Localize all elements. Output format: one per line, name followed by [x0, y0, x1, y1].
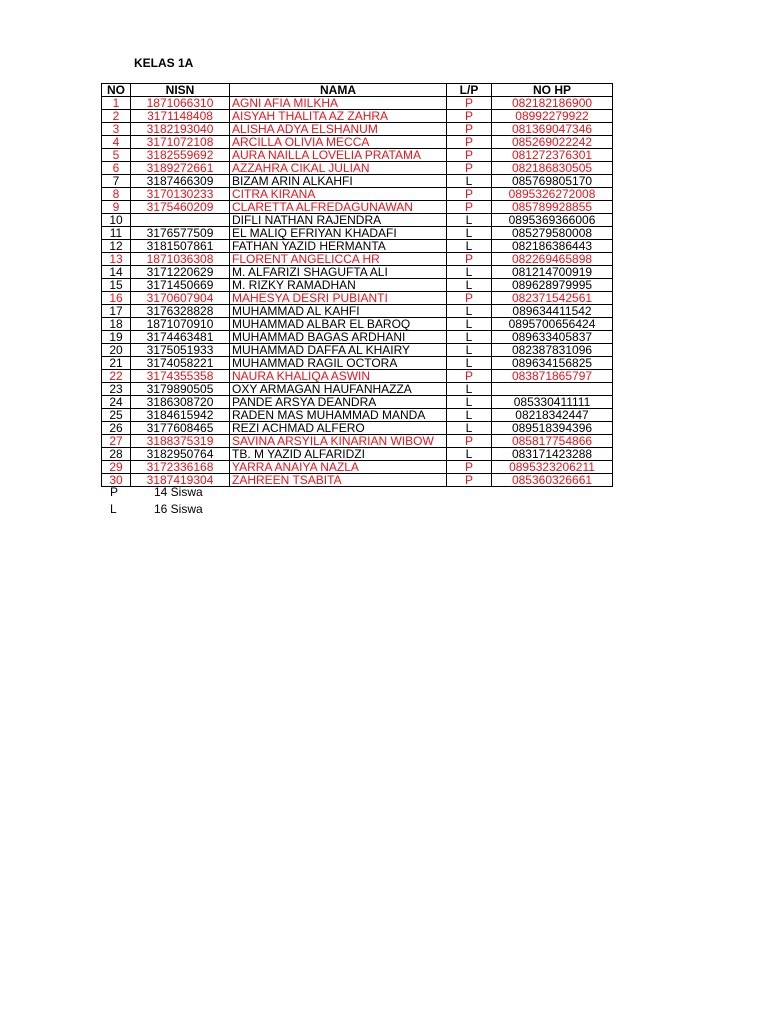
- table-row: [102, 162, 613, 175]
- cell-nama: ARCILLA OLIVIA MECCA: [230, 136, 447, 149]
- cell-nama: DIFLI NATHAN RAJENDRA: [230, 214, 447, 227]
- cell-no: 16: [102, 292, 131, 305]
- cell-nisn: 3175460209: [131, 201, 230, 214]
- cell-lp: L: [447, 448, 492, 461]
- class-title: KELAS 1A: [134, 56, 194, 70]
- table-body: [102, 97, 613, 487]
- cell-nama: EL MALIQ EFRIYAN KHADAFI: [230, 227, 447, 240]
- table-row: [102, 266, 613, 279]
- cell-lp: L: [447, 305, 492, 318]
- cell-nama: PANDE ARSYA DEANDRA: [230, 396, 447, 409]
- cell-hp: 0895323206211: [492, 461, 613, 474]
- table-row: [102, 240, 613, 253]
- cell-hp: 082182186900: [492, 97, 613, 110]
- table-row: [102, 110, 613, 123]
- cell-hp: 085360326661: [492, 474, 613, 487]
- cell-nisn: 3174355358: [131, 370, 230, 383]
- cell-hp: 085789928855: [492, 201, 613, 214]
- cell-hp: 089634156825: [492, 357, 613, 370]
- table-row: [102, 227, 613, 240]
- cell-no: 13: [102, 253, 131, 266]
- cell-nisn: 3184615942: [131, 409, 230, 422]
- cell-hp: 082269465898: [492, 253, 613, 266]
- cell-nama: AZZAHRA CIKAL JULIAN: [230, 162, 447, 175]
- cell-no: 22: [102, 370, 131, 383]
- cell-no: 27: [102, 435, 131, 448]
- cell-nama: FATHAN YAZID HERMANTA: [230, 240, 447, 253]
- cell-lp: L: [447, 266, 492, 279]
- cell-no: 12: [102, 240, 131, 253]
- cell-hp: 089634411542: [492, 305, 613, 318]
- cell-no: 3: [102, 123, 131, 136]
- cell-nama: NAURA KHALIQA ASWIN: [230, 370, 447, 383]
- cell-nisn: 3172336168: [131, 461, 230, 474]
- cell-nama: FLORENT ANGELICCA HR: [230, 253, 447, 266]
- cell-hp: 085269022242: [492, 136, 613, 149]
- cell-lp: P: [447, 253, 492, 266]
- cell-hp: 085330411111: [492, 396, 613, 409]
- table-row: [102, 448, 613, 461]
- header-hp: NO HP: [492, 84, 613, 97]
- cell-no: 4: [102, 136, 131, 149]
- cell-lp: L: [447, 383, 492, 396]
- cell-hp: 085817754866: [492, 435, 613, 448]
- cell-lp: P: [447, 97, 492, 110]
- cell-lp: P: [447, 292, 492, 305]
- summary-line: [110, 485, 203, 499]
- cell-nisn: 3181507861: [131, 240, 230, 253]
- cell-no: 2: [102, 110, 131, 123]
- table-row: [102, 123, 613, 136]
- cell-no: 8: [102, 188, 131, 201]
- cell-nisn: 3179890505: [131, 383, 230, 396]
- table-row: [102, 214, 613, 227]
- table-row: [102, 461, 613, 474]
- cell-no: 15: [102, 279, 131, 292]
- cell-nama: BIZAM ARIN ALKAHFI: [230, 175, 447, 188]
- cell-no: 6: [102, 162, 131, 175]
- cell-hp: 08992279922: [492, 110, 613, 123]
- cell-hp: 082186386443: [492, 240, 613, 253]
- cell-nisn: 1871070910: [131, 318, 230, 331]
- cell-nama: TB. M YAZID ALFARIDZI: [230, 448, 447, 461]
- cell-nisn: 3189272661: [131, 162, 230, 175]
- cell-nama: ZAHREEN TSABITA: [230, 474, 447, 487]
- summary-value: 14 Siswa: [154, 485, 203, 499]
- student-table: [101, 83, 613, 487]
- cell-lp: L: [447, 357, 492, 370]
- cell-nama: REZI ACHMAD ALFERO: [230, 422, 447, 435]
- table-row: [102, 344, 613, 357]
- cell-no: 21: [102, 357, 131, 370]
- cell-hp: 0895700656424: [492, 318, 613, 331]
- cell-lp: L: [447, 409, 492, 422]
- header-nisn: NISN: [131, 84, 230, 97]
- cell-nama: OXY ARMAGAN HAUFANHAZZA: [230, 383, 447, 396]
- cell-nisn: 3174058221: [131, 357, 230, 370]
- header-nama: NAMA: [230, 84, 447, 97]
- cell-lp: P: [447, 136, 492, 149]
- cell-hp: 0895369366006: [492, 214, 613, 227]
- cell-nisn: 3176328828: [131, 305, 230, 318]
- table-row: [102, 422, 613, 435]
- cell-hp: 085769805170: [492, 175, 613, 188]
- cell-lp: L: [447, 227, 492, 240]
- cell-nisn: [131, 214, 230, 227]
- summary-line: [110, 502, 203, 516]
- cell-nama: ALISHA ADYA ELSHANUM: [230, 123, 447, 136]
- cell-nisn: 3177608465: [131, 422, 230, 435]
- cell-nama: CLARETTA ALFREDAGUNAWAN: [230, 201, 447, 214]
- cell-no: 19: [102, 331, 131, 344]
- cell-no: 24: [102, 396, 131, 409]
- cell-no: 10: [102, 214, 131, 227]
- cell-nisn: 3175051933: [131, 344, 230, 357]
- cell-hp: 085279580008: [492, 227, 613, 240]
- cell-nama: AGNI AFIA MILKHA: [230, 97, 447, 110]
- cell-nisn: 3188375319: [131, 435, 230, 448]
- cell-nisn: 3182950764: [131, 448, 230, 461]
- cell-lp: L: [447, 214, 492, 227]
- cell-lp: P: [447, 370, 492, 383]
- cell-hp: 089628979995: [492, 279, 613, 292]
- summary-key: L: [110, 502, 117, 516]
- cell-hp: 081369047346: [492, 123, 613, 136]
- cell-hp: 082186830505: [492, 162, 613, 175]
- cell-nisn: 3187419304: [131, 474, 230, 487]
- table-row: [102, 136, 613, 149]
- cell-lp: L: [447, 422, 492, 435]
- cell-nisn: 3171072108: [131, 136, 230, 149]
- cell-hp: 082387831096: [492, 344, 613, 357]
- cell-lp: L: [447, 240, 492, 253]
- cell-hp: [492, 383, 613, 396]
- cell-no: 28: [102, 448, 131, 461]
- cell-lp: P: [447, 162, 492, 175]
- cell-nama: MUHAMMAD AL KAHFI: [230, 305, 447, 318]
- cell-hp: 081214700919: [492, 266, 613, 279]
- cell-hp: 081272376301: [492, 149, 613, 162]
- table-row: [102, 396, 613, 409]
- cell-nisn: 3176577509: [131, 227, 230, 240]
- cell-lp: L: [447, 279, 492, 292]
- cell-no: 18: [102, 318, 131, 331]
- table-row: [102, 97, 613, 110]
- cell-nama: MUHAMMAD ALBAR EL BAROQ: [230, 318, 447, 331]
- cell-nama: M. ALFARIZI SHAGUFTA ALI: [230, 266, 447, 279]
- cell-hp: 0895326272008: [492, 188, 613, 201]
- table-row: [102, 409, 613, 422]
- cell-nisn: 3182193040: [131, 123, 230, 136]
- cell-no: 23: [102, 383, 131, 396]
- cell-hp: 08218342447: [492, 409, 613, 422]
- cell-nama: MAHESYA DESRI PUBIANTI: [230, 292, 447, 305]
- cell-lp: P: [447, 474, 492, 487]
- summary-value: 16 Siswa: [154, 502, 203, 516]
- cell-lp: L: [447, 331, 492, 344]
- table-row: [102, 253, 613, 266]
- cell-hp: 089633405837: [492, 331, 613, 344]
- cell-lp: L: [447, 318, 492, 331]
- table-row: [102, 175, 613, 188]
- cell-no: 29: [102, 461, 131, 474]
- cell-nama: CITRA KIRANA: [230, 188, 447, 201]
- cell-nama: MUHAMMAD BAGAS ARDHANI: [230, 331, 447, 344]
- cell-no: 30: [102, 474, 131, 487]
- cell-nama: M. RIZKY RAMADHAN: [230, 279, 447, 292]
- cell-lp: L: [447, 396, 492, 409]
- cell-nisn: 1871036308: [131, 253, 230, 266]
- cell-nama: AURA NAILLA LOVELIA PRATAMA: [230, 149, 447, 162]
- cell-nama: YARRA ANAIYA NAZLA: [230, 461, 447, 474]
- table-row: [102, 292, 613, 305]
- cell-nisn: 3187466309: [131, 175, 230, 188]
- cell-no: 9: [102, 201, 131, 214]
- cell-no: 17: [102, 305, 131, 318]
- table-row: [102, 279, 613, 292]
- cell-hp: 089518394396: [492, 422, 613, 435]
- cell-no: 25: [102, 409, 131, 422]
- cell-nama: MUHAMMAD DAFFA AL KHAIRY: [230, 344, 447, 357]
- cell-nama: AISYAH THALITA AZ ZAHRA: [230, 110, 447, 123]
- table-row: [102, 305, 613, 318]
- cell-nisn: 3170607904: [131, 292, 230, 305]
- cell-nisn: 3182559692: [131, 149, 230, 162]
- table-row: [102, 383, 613, 396]
- cell-nama: SAVINA ARSYILA KINARIAN WIBOW: [230, 435, 447, 448]
- header-no: NO: [102, 84, 131, 97]
- table-row: [102, 331, 613, 344]
- cell-lp: L: [447, 344, 492, 357]
- table-row: [102, 201, 613, 214]
- cell-lp: P: [447, 201, 492, 214]
- cell-lp: P: [447, 188, 492, 201]
- cell-lp: P: [447, 435, 492, 448]
- table-row: [102, 370, 613, 383]
- summary-key: P: [110, 485, 119, 499]
- cell-no: 7: [102, 175, 131, 188]
- header-lp: L/P: [447, 84, 492, 97]
- cell-lp: P: [447, 110, 492, 123]
- cell-nisn: 3174463481: [131, 331, 230, 344]
- cell-hp: 083871865797: [492, 370, 613, 383]
- cell-no: 20: [102, 344, 131, 357]
- table-row: [102, 435, 613, 448]
- cell-lp: L: [447, 175, 492, 188]
- cell-nisn: 3170130233: [131, 188, 230, 201]
- cell-lp: P: [447, 123, 492, 136]
- cell-no: 1: [102, 97, 131, 110]
- cell-nama: MUHAMMAD RAGIL OCTORA: [230, 357, 447, 370]
- cell-nisn: 3171148408: [131, 110, 230, 123]
- cell-hp: 083171423288: [492, 448, 613, 461]
- table-row: [102, 318, 613, 331]
- cell-nisn: 1871066310: [131, 97, 230, 110]
- cell-no: 26: [102, 422, 131, 435]
- cell-nisn: 3171220629: [131, 266, 230, 279]
- table-row: [102, 149, 613, 162]
- cell-lp: P: [447, 461, 492, 474]
- cell-nama: RADEN MAS MUHAMMAD MANDA: [230, 409, 447, 422]
- cell-no: 14: [102, 266, 131, 279]
- cell-no: 5: [102, 149, 131, 162]
- cell-nisn: 3186308720: [131, 396, 230, 409]
- table-header-row: [102, 84, 613, 97]
- cell-hp: 082371542561: [492, 292, 613, 305]
- cell-no: 11: [102, 227, 131, 240]
- table-row: [102, 188, 613, 201]
- cell-lp: P: [447, 149, 492, 162]
- table-row: [102, 357, 613, 370]
- cell-nisn: 3171450669: [131, 279, 230, 292]
